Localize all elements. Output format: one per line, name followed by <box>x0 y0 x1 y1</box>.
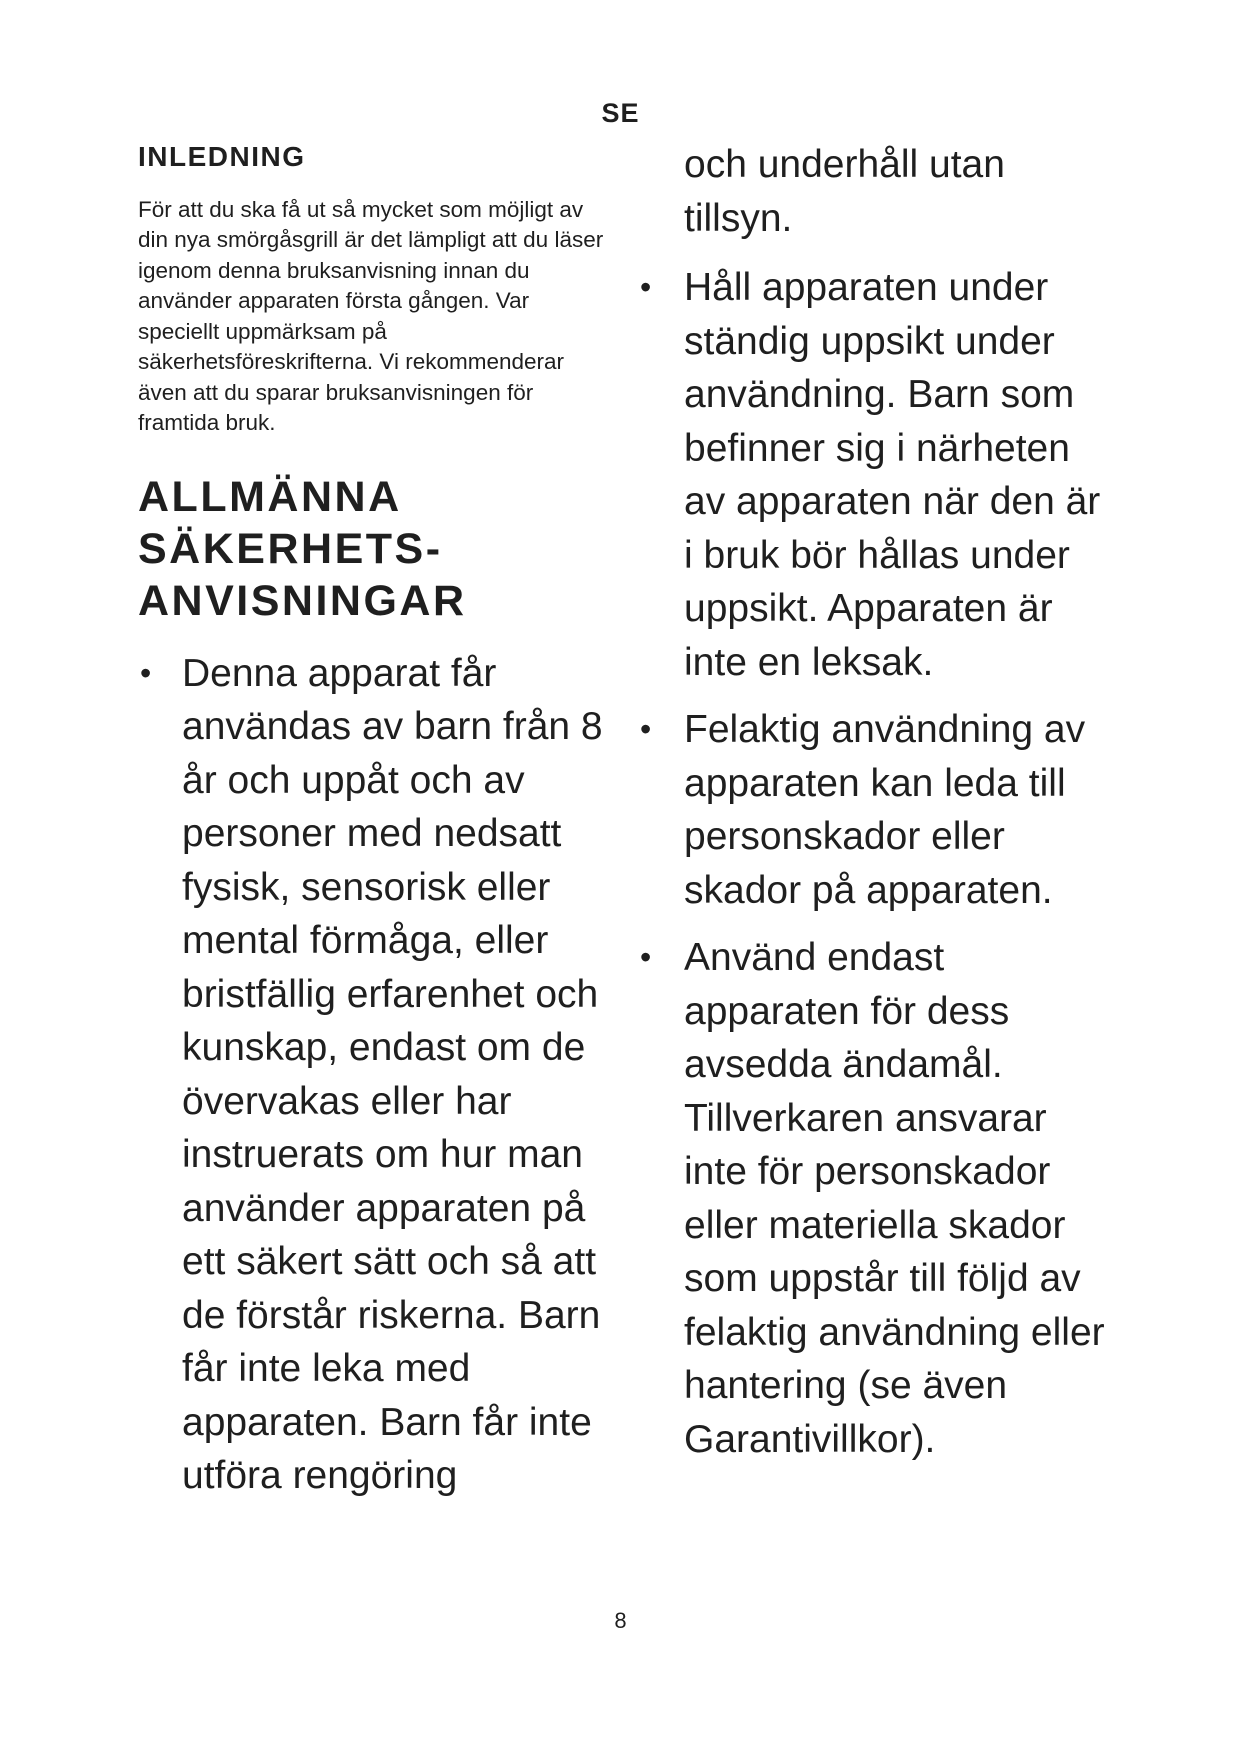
right-column <box>638 138 1118 1466</box>
safety-item-text: Felaktig användning av apparaten kan leda till personskador eller skador på apparaten. <box>684 708 1086 912</box>
page-number: 8 <box>614 1608 627 1633</box>
safety-item-children <box>138 647 608 1503</box>
safety-title: ALLMÄNNA SÄKERHETS-ANVISNINGAR <box>138 472 467 625</box>
safety-item-continued: och underhåll utan tillsyn. <box>684 143 1005 240</box>
safety-item-text: Håll apparaten under ständig uppsikt under användning. Barn som befinner sig i närheten av apparaten när den är i bruk bör hållas under uppsikt. Apparaten är inte en leksak. <box>684 266 1101 684</box>
safety-item-supervision <box>638 261 1118 689</box>
safety-item-misuse <box>638 703 1118 917</box>
safety-item-text: Denna apparat får användas av barn från 8 år och uppåt och av personer med nedsatt fysisk, sensorisk eller mental förmåga, eller bristfällig erfarenhet och kunskap, endast om de övervakas eller har instruerats om hur man använder apparaten på ett säkert sätt och så att de förstår riskerna. Barn får inte leka med apparaten. Barn får inte utföra rengöring <box>182 651 603 1498</box>
bullet-icon: • <box>140 654 152 691</box>
safety-list-right <box>638 261 1118 1466</box>
safety-list-left <box>138 647 608 1503</box>
left-column <box>138 142 608 1503</box>
intro-title: INLEDNING <box>138 141 306 172</box>
bullet-icon: • <box>640 939 652 975</box>
language-code: SE <box>601 98 640 128</box>
intro-text: För att du ska få ut så mycket som möjligt av din nya smörgåsgrill är det lämpligt att du läser igenom denna bruksanvisning innan du använder apparaten första gången. Var speciellt uppmärksam på säkerhetsföreskrifterna. Vi rekommenderar även att du sparar bruksanvisningen för framtida bruk. <box>138 196 604 436</box>
bullet-icon: • <box>640 269 652 305</box>
bullet-icon: • <box>640 711 652 747</box>
safety-item-text: Använd endast apparaten för dess avsedda ändamål. Tillverkaren ansvarar inte för personskador eller materiella skador som uppstår till följd av felaktig användning eller hantering (se även Garantivillkor). <box>684 936 1105 1461</box>
safety-item-intended-use <box>638 931 1118 1466</box>
